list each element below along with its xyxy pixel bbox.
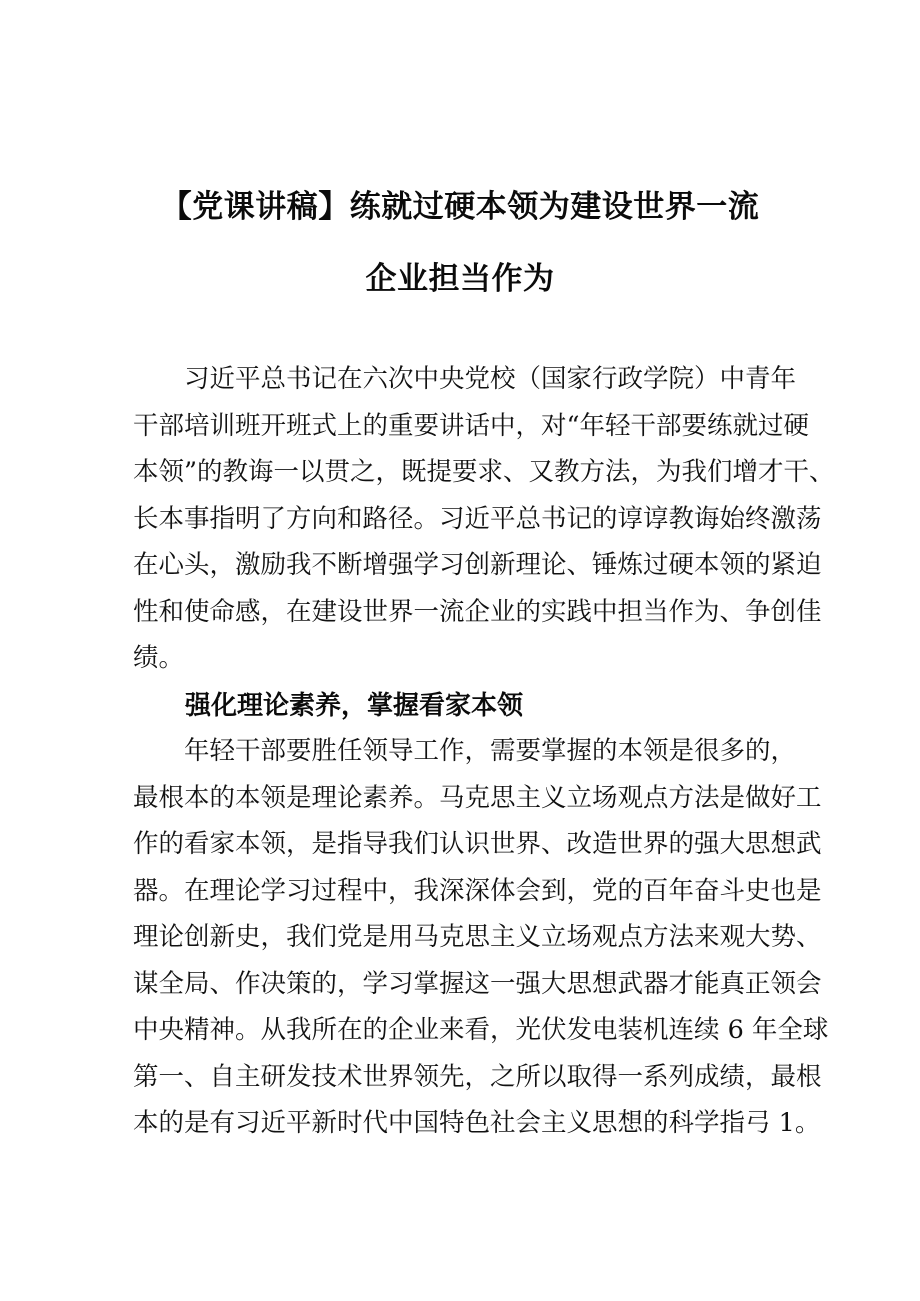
- text-line: 干部培训班开班式上的重要讲话中，对“年轻干部要练就过硬: [133, 410, 810, 441]
- text-line: 习近平总书记在六次中央党校（国家行政学院）中青年: [184, 364, 797, 394]
- page-title-line-1: 【党课讲稿】练就过硬本领为建设世界一流: [160, 188, 760, 224]
- text-line: 绩。: [133, 643, 185, 673]
- text-line: 中央精神。从我所在的企业来看，光伏发电装机连续 6 年全球: [133, 1015, 829, 1045]
- text-line: 性和使命感，在建设世界一流企业的实践中担当作为、争创佳: [133, 596, 822, 627]
- paragraph-2: [133, 728, 829, 1147]
- text-line: 本的是有习近平新时代中国特色社会主义思想的科学指弓 1。: [133, 1108, 821, 1138]
- document-body: [133, 356, 835, 1147]
- text-line: 器。在理论学习过程中，我深深体会到，党的百年奋斗史也是: [133, 875, 822, 906]
- text-line: 在心头，激励我不断增强学习创新理论、锤炼过硬本领的紧迫: [133, 550, 822, 580]
- text-line: 谋全局、作决策的，学习掌握这一强大思想武器才能真正领会: [133, 968, 822, 999]
- text-line: 最根本的本领是理论素养。马克思主义立场观点方法是做好工: [133, 782, 822, 813]
- paragraph-1: [133, 356, 835, 682]
- text-line: 年轻干部要胜任领导工作，需要掌握的本领是很多的，: [184, 736, 797, 766]
- section-heading: 强化理论素养，掌握看家本领: [185, 689, 524, 720]
- text-line: 理论创新史，我们党是用马克思主义立场观点方法来观大势、: [133, 922, 822, 952]
- text-line: 作的看家本领，是指导我们认识世界、改造世界的强大思想武: [133, 829, 822, 859]
- text-line: 第一、自主研发技术世界领先，之所以取得一系列成绩，最根: [133, 1061, 822, 1092]
- text-line: 本领”的教诲一以贯之，既提要求、又教方法，为我们增才干、: [133, 457, 835, 487]
- page-title-line-2: 企业担当作为: [365, 260, 555, 296]
- text-line: 长本事指明了方向和路径。习近平总书记的谆谆教诲始终激荡: [133, 503, 822, 534]
- page-title: [0, 171, 920, 315]
